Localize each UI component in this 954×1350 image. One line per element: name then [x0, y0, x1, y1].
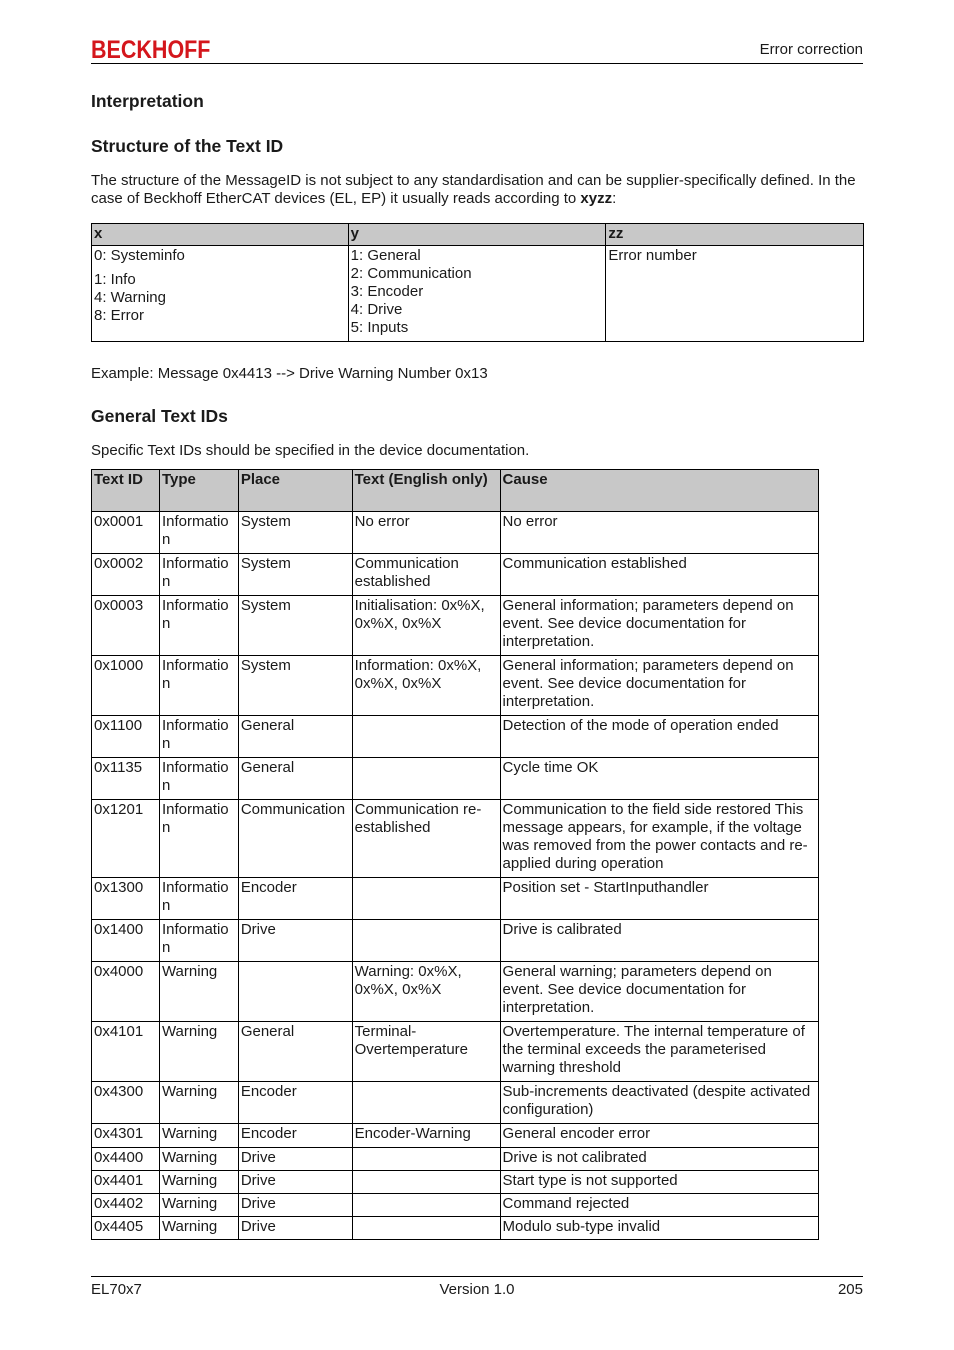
- table-row: [92, 512, 819, 554]
- cell-text: [352, 758, 500, 800]
- table-row: [92, 1171, 819, 1194]
- xyzz-structure-table: [91, 223, 864, 342]
- cell-text-id: 0x1135: [92, 758, 160, 800]
- cell-text: [352, 878, 500, 920]
- structure-intro-code: xyzz: [580, 190, 613, 207]
- cell-place: Drive: [238, 1194, 352, 1217]
- y-value: 4: Drive: [350, 301, 403, 318]
- xyzz-header-row: [92, 224, 864, 246]
- y-value: 1: General: [350, 247, 421, 264]
- cell-text-id: 0x4300: [92, 1082, 160, 1124]
- cell-text-id: 0x4405: [92, 1217, 160, 1240]
- cell-type: Information: [159, 656, 238, 716]
- cell-cause: Position set - StartInputhandler: [500, 878, 818, 920]
- table-row: [92, 656, 819, 716]
- cell-type: Information: [159, 800, 238, 878]
- cell-text-id: 0x4301: [92, 1124, 160, 1148]
- text-ids-header-row: [92, 470, 819, 512]
- cell-text: [352, 1171, 500, 1194]
- structure-intro: [91, 172, 863, 208]
- cell-type: Information: [159, 878, 238, 920]
- cell-cause: Cycle time OK: [500, 758, 818, 800]
- cell-text: Communication established: [352, 554, 500, 596]
- xyzz-value-row: [92, 246, 864, 342]
- col-header-text-id: Text ID: [92, 470, 160, 512]
- cell-type: Warning: [159, 1171, 238, 1194]
- cell-place: System: [238, 656, 352, 716]
- cell-place: Encoder: [238, 1124, 352, 1148]
- cell-cause: Drive is calibrated: [500, 920, 818, 962]
- cell-text: Information: 0x%X, 0x%X, 0x%X: [352, 656, 500, 716]
- zz-value: Error number: [608, 247, 697, 264]
- xyzz-y-cell: [348, 246, 606, 342]
- y-value: 2: Communication: [350, 265, 472, 282]
- table-row: [92, 1022, 819, 1082]
- cell-text-id: 0x1100: [92, 716, 160, 758]
- table-row: [92, 1082, 819, 1124]
- col-header-type: Type: [159, 470, 238, 512]
- table-row: [92, 758, 819, 800]
- cell-cause: Start type is not supported: [500, 1171, 818, 1194]
- cell-text-id: 0x0001: [92, 512, 160, 554]
- cell-text-id: 0x4000: [92, 962, 160, 1022]
- xyzz-header-y: y: [348, 224, 606, 246]
- table-row: [92, 1217, 819, 1240]
- cell-cause: Sub-increments deactivated (despite activated configuration): [500, 1082, 818, 1124]
- cell-text-id: 0x0002: [92, 554, 160, 596]
- cell-type: Information: [159, 920, 238, 962]
- cell-text-id: 0x1000: [92, 656, 160, 716]
- cell-type: Warning: [159, 1194, 238, 1217]
- cell-cause: Communication established: [500, 554, 818, 596]
- cell-place: Drive: [238, 1171, 352, 1194]
- table-row: [92, 1148, 819, 1171]
- general-text-ids-heading: General Text IDs: [91, 406, 228, 426]
- cell-text: [352, 1082, 500, 1124]
- cell-text-id: 0x4402: [92, 1194, 160, 1217]
- text-ids-table: [91, 469, 819, 1240]
- y-value: 5: Inputs: [350, 319, 409, 336]
- col-header-text: Text (English only): [352, 470, 500, 512]
- xyzz-x-cell: [92, 246, 349, 342]
- cell-text: Warning: 0x%X, 0x%X, 0x%X: [352, 962, 500, 1022]
- y-value: 3: Encoder: [350, 283, 424, 300]
- footer-page-number: 205: [837, 1281, 863, 1298]
- x-value: 8: Error: [94, 307, 145, 324]
- cell-type: Warning: [159, 1082, 238, 1124]
- structure-heading: Structure of the Text ID: [91, 136, 284, 156]
- cell-place: Encoder: [238, 878, 352, 920]
- xyzz-header-x: x: [92, 224, 349, 246]
- cell-text: Encoder-Warning: [352, 1124, 500, 1148]
- cell-place: Drive: [238, 920, 352, 962]
- cell-type: Information: [159, 554, 238, 596]
- cell-type: Information: [159, 716, 238, 758]
- cell-text-id: 0x1300: [92, 878, 160, 920]
- cell-cause: General information; parameters depend on event. See device documentation for interpretation.: [500, 656, 818, 716]
- table-row: [92, 596, 819, 656]
- cell-cause: General encoder error: [500, 1124, 818, 1148]
- cell-text: No error: [352, 512, 500, 554]
- cell-place: Communication: [238, 800, 352, 878]
- cell-text-id: 0x1201: [92, 800, 160, 878]
- cell-place: Encoder: [238, 1082, 352, 1124]
- cell-place: System: [238, 554, 352, 596]
- table-row: [92, 716, 819, 758]
- footer-divider: [91, 1276, 863, 1277]
- col-header-cause: Cause: [500, 470, 818, 512]
- cell-text: Initialisation: 0x%X, 0x%X, 0x%X: [352, 596, 500, 656]
- cell-place: General: [238, 1022, 352, 1082]
- text-ids-body: [92, 512, 819, 1240]
- cell-place: System: [238, 512, 352, 554]
- beckhoff-logo: BECKHOFF: [91, 36, 211, 64]
- cell-type: Warning: [159, 1148, 238, 1171]
- footer-product: EL70x7: [91, 1281, 142, 1298]
- cell-cause: Drive is not calibrated: [500, 1148, 818, 1171]
- cell-text-id: 0x4101: [92, 1022, 160, 1082]
- cell-text: [352, 716, 500, 758]
- header-section-title: Error correction: [759, 41, 863, 58]
- cell-place: Drive: [238, 1148, 352, 1171]
- cell-type: Warning: [159, 1124, 238, 1148]
- cell-text: [352, 1217, 500, 1240]
- col-header-place: Place: [238, 470, 352, 512]
- table-row: [92, 1124, 819, 1148]
- table-row: [92, 800, 819, 878]
- cell-cause: General warning; parameters depend on event. See device documentation for interpretation.: [500, 962, 818, 1022]
- cell-place: General: [238, 716, 352, 758]
- cell-place: General: [238, 758, 352, 800]
- cell-type: Warning: [159, 962, 238, 1022]
- cell-cause: Overtemperature. The internal temperature of the terminal exceeds the parameterised warning threshold: [500, 1022, 818, 1082]
- cell-cause: Detection of the mode of operation ended: [500, 716, 818, 758]
- cell-text: [352, 1194, 500, 1217]
- table-row: [92, 962, 819, 1022]
- cell-text-id: 0x4400: [92, 1148, 160, 1171]
- cell-text: Communication re-established: [352, 800, 500, 878]
- table-row: [92, 878, 819, 920]
- cell-cause: Command rejected: [500, 1194, 818, 1217]
- cell-place: [238, 962, 352, 1022]
- cell-place: Drive: [238, 1217, 352, 1240]
- cell-text-id: 0x0003: [92, 596, 160, 656]
- x-value: 1: Info: [94, 271, 136, 288]
- x-value: 4: Warning: [94, 289, 166, 306]
- cell-text: [352, 920, 500, 962]
- table-row: [92, 1194, 819, 1217]
- cell-type: Information: [159, 596, 238, 656]
- cell-cause: General information; parameters depend on event. See device documentation for interpretation.: [500, 596, 818, 656]
- table-row: [92, 554, 819, 596]
- xyzz-header-zz: zz: [606, 224, 864, 246]
- cell-type: Warning: [159, 1217, 238, 1240]
- header-divider: [91, 63, 863, 64]
- cell-type: Information: [159, 758, 238, 800]
- xyzz-zz-cell: [606, 246, 864, 342]
- cell-type: Warning: [159, 1022, 238, 1082]
- cell-text: Terminal-Overtemperature: [352, 1022, 500, 1082]
- structure-intro-text: The structure of the MessageID is not subject to any standardisation and can be supplier-specifically defined. In the case of Beckhoff EtherCAT devices (EL, EP) it usually reads according to: [91, 172, 856, 207]
- cell-text: [352, 1148, 500, 1171]
- cell-cause: Communication to the field side restored This message appears, for example, if the voltage was removed from the power contacts and re-applied during operation: [500, 800, 818, 878]
- general-intro: Specific Text IDs should be specified in the device documentation.: [91, 442, 530, 459]
- cell-cause: No error: [500, 512, 818, 554]
- structure-example: Example: Message 0x4413 --> Drive Warning Number 0x13: [91, 365, 488, 382]
- cell-text-id: 0x1400: [92, 920, 160, 962]
- x-value: 0: Systeminfo: [94, 247, 185, 264]
- cell-place: System: [238, 596, 352, 656]
- interpretation-heading: Interpretation: [91, 91, 204, 111]
- cell-type: Information: [159, 512, 238, 554]
- table-row: [92, 920, 819, 962]
- structure-intro-suffix: :: [612, 190, 617, 207]
- cell-cause: Modulo sub-type invalid: [500, 1217, 818, 1240]
- cell-text-id: 0x4401: [92, 1171, 160, 1194]
- footer-version: Version 1.0: [439, 1281, 515, 1298]
